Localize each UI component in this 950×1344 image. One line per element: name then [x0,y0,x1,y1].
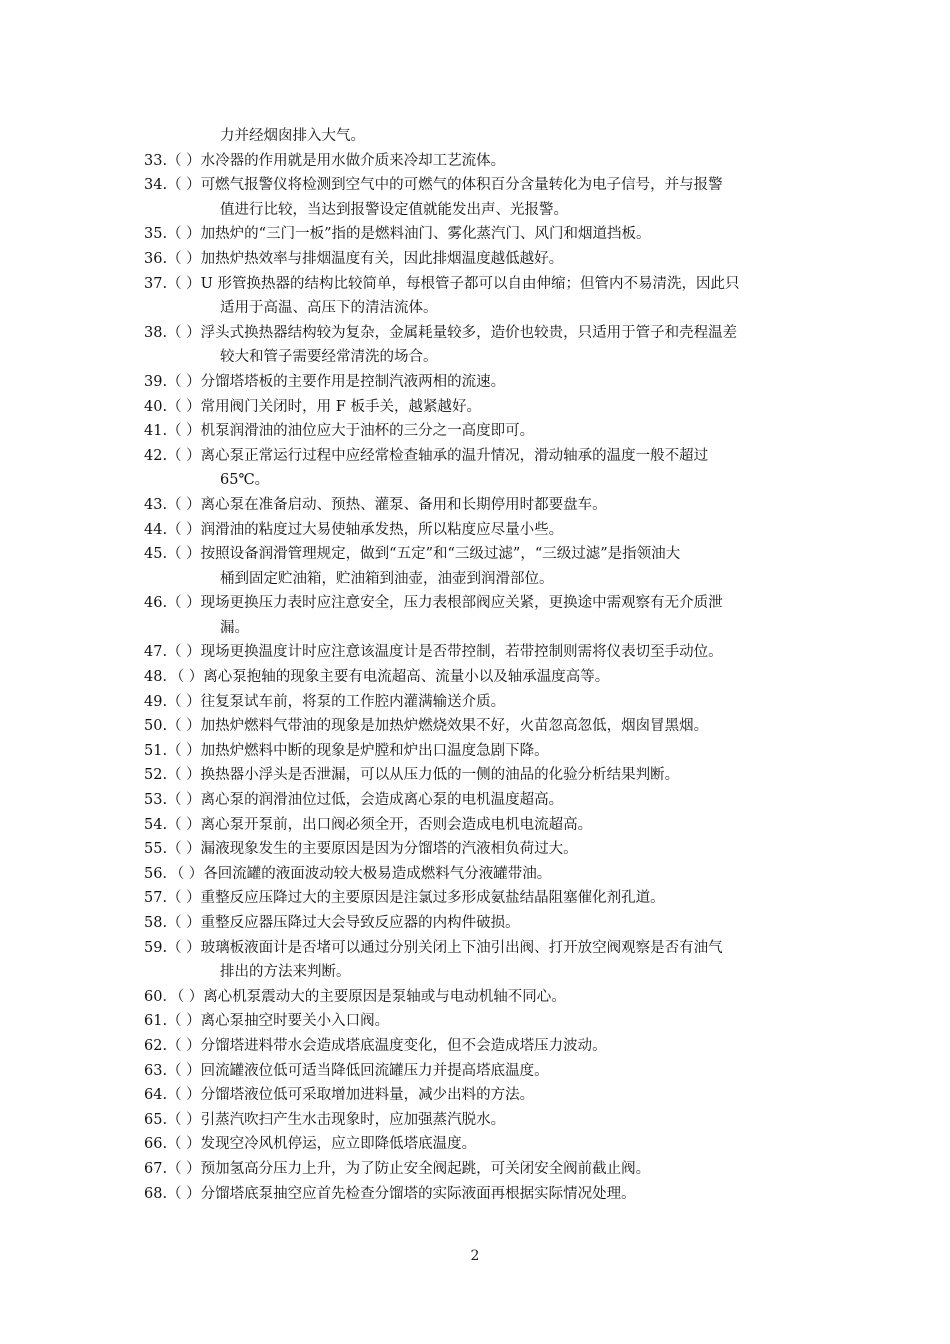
question-text: 58.（ ）重整反应器压降过大会导致反应器的内构件破损。 [144,915,520,931]
question-item [144,542,812,591]
question-text: 51.（ ）加热炉燃料中断的现象是炉膛和炉出口温度急剧下降。 [144,742,549,759]
question-text-continued: 65℃。 [220,472,270,489]
question-item [144,985,812,1010]
question-item [144,395,812,420]
question-text: 65.（ ）引蒸汽吹扫产生水击现象时，应加强蒸汽脱水。 [144,1111,506,1128]
question-text: 55.（ ）漏液现象发生的主要原因是因为分馏塔的汽液相负荷过大。 [144,841,578,858]
question-text-continued: 值进行比较，当达到报警设定值就能发出声、光报警。 [220,201,568,218]
question-text: 62.（ ）分馏塔进料带水会造成塔底温度变化，但不会造成塔压力波动。 [144,1037,607,1054]
question-text: 66.（ ）发现空冷风机停运，应立即降低塔底温度。 [144,1136,477,1153]
question-item [144,886,812,911]
question-item [144,173,812,222]
question-list [144,124,812,1206]
question-text: 34.（ ）可燃气报警仪将检测到空气中的可燃气的体积百分含量转化为电子信号，并与报警 [144,177,723,194]
question-text: 60．（ ）离心机泵震动大的主要原因是泵轴或与电动机轴不同心。 [144,988,566,1005]
question-text: 64.（ ）分馏塔液位低可采取增加进料量，减少出料的方法。 [144,1087,535,1104]
question-item [144,1108,812,1133]
question-text: 42.（ ）离心泵正常运行过程中应经常检查轴承的温升情况，滑动轴承的温度一般不超过 [144,447,709,464]
question-text: 49.（ ）往复泵试车前，将泵的工作腔内灌满输送介质。 [144,693,506,710]
question-item [144,690,812,715]
question-text: 37.（ ）U 形管换热器的结构比较简单，每根管子都可以自由伸缩；但管内不易清洗，因此只 [144,275,740,292]
question-text-continued: 排出的方法来判断。 [220,964,351,981]
question-text: 48．（ ）离心泵抱轴的现象主要有电流超高、流量小以及轴承温度高等。 [144,669,610,686]
question-text: 57.（ ）重整反应压降过大的主要原因是注氯过多形成氨盐结晶阻塞催化剂孔道。 [144,890,665,907]
question-text: 40.（ ）常用阀门关闭时，用 F 板手关，越紧越好。 [144,398,481,415]
question-text: 50.（ ）加热炉燃料气带油的现象是加热炉燃烧效果不好，火苗忽高忽低，烟囱冒黑烟。 [144,718,709,735]
question-item [144,936,812,985]
question-text-continued: 较大和管子需要经常清洗的场合。 [220,349,438,366]
question-item [144,665,812,690]
question-item [144,272,812,321]
question-text-continued: 漏。 [220,619,249,636]
question-text-continued: 适用于高温、高压下的清洁流体。 [220,300,438,317]
question-item [144,149,812,174]
question-text: 41.（ ）机泵润滑油的油位应大于油杯的三分之一高度即可。 [144,423,535,440]
question-item [144,862,812,887]
question-item [144,1034,812,1059]
question-item [144,518,812,543]
question-text: 36.（ ）加热炉热效率与排烟温度有关，因此排烟温度越低越好。 [144,250,564,267]
question-text: 39.（ ）分馏塔塔板的主要作用是控制汽液两相的流速。 [144,373,506,390]
question-text: 52.（ ）换热器小浮头是否泄漏，可以从压力低的一侧的油品的化验分析结果判断。 [144,767,680,784]
question-text: 56．（ ）各回流罐的液面波动较大极易造成燃料气分液罐带油。 [144,865,552,882]
question-item [144,222,812,247]
question-item [144,640,812,665]
question-text: 38.（ ）浮头式换热器结构较为复杂，金属耗量较多，造价也较贵，只适用于管子和壳程温差 [144,324,738,341]
question-item [144,1009,812,1034]
question-item [144,763,812,788]
question-item [144,911,812,936]
question-text: 63.（ ）回流罐液位低可适当降低回流罐压力并提高塔底温度。 [144,1062,549,1079]
question-text: 54.（ ）离心泵开泵前，出口阀必须全开，否则会造成电机电流超高。 [144,816,593,833]
question-text: 44.（ ）润滑油的粘度过大易使轴承发热，所以粘度应尽量小些。 [144,521,564,538]
question-text: 59.（ ）玻璃板液面计是否堵可以通过分别关闭上下油引出阀、打开放空阀观察是否有油气 [144,939,723,956]
question-item [144,247,812,272]
question-text-continued: 桶到固定贮油箱，贮油箱到油壶，油壶到润滑部位。 [220,570,554,587]
question-text: 61.（ ）离心泵抽空时要关小入口阀。 [144,1013,390,1030]
question-text: 35.（ ）加热炉的“三门一板”指的是燃料油门、雾化蒸汽门、风门和烟道挡板。 [144,226,651,243]
question-item [144,739,812,764]
question-item [144,321,812,370]
question-item [144,370,812,395]
question-text: 46.（ ）现场更换压力表时应注意安全，压力表根部阀应关紧，更换途中需观察有无介质泄 [144,595,723,612]
question-text: 33.（ ）水冷器的作用就是用水做介质来冷却工艺流体。 [144,152,506,169]
question-item [144,1182,812,1207]
question-item [144,1157,812,1182]
question-item [144,444,812,493]
question-item [144,1059,812,1084]
question-item [144,714,812,739]
question-item [144,419,812,444]
question-text: 67.（ ）预加氢高分压力上升，为了防止安全阀起跳，可关闭安全阀前截止阀。 [144,1160,651,1177]
question-item [144,788,812,813]
question-item [144,493,812,518]
page-number: 2 [470,1248,480,1264]
question-text: 45.（ ）按照设备润滑管理规定，做到“五定”和“三级过滤”，“三级过滤”是指领油大 [144,546,681,563]
continuation-line: 力并经烟囱排入大气。 [220,128,365,144]
question-item [144,1083,812,1108]
true-false-items [144,149,812,1207]
question-item [144,591,812,640]
question-item [144,1132,812,1157]
question-text: 43.（ ）离心泵在准备启动、预热、灌泵、备用和长期停用时都要盘车。 [144,496,607,513]
question-text: 53.（ ）离心泵的润滑油位过低，会造成离心泵的电机温度超高。 [144,792,564,809]
question-text: 68.（ ）分馏塔底泵抽空应首先检查分馏塔的实际液面再根据实际情况处理。 [144,1185,636,1202]
question-item [144,813,812,838]
question-text: 47.（ ）现场更换温度计时应注意该温度计是否带控制，若带控制则需将仪表切至手动位。 [144,644,723,661]
question-item [144,837,812,862]
